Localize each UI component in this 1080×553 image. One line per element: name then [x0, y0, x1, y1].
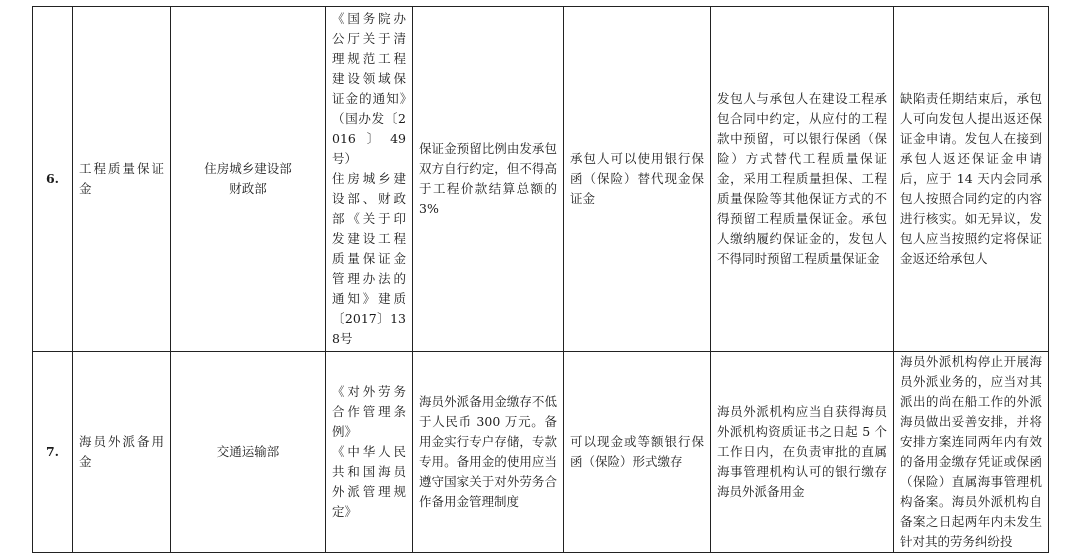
payment-timing: 海员外派机构应当自获得海员外派机构资质证书之日起 5 个工作日内，在负责审批的直属海事管理机构认可的银行缴存海员外派备用金	[711, 352, 894, 553]
collection-standard: 保证金预留比例由发承包双方自行约定，但不得高于工程价款结算总额的 3%	[413, 7, 564, 352]
collection-standard: 海员外派备用金缴存不低于人民币 300 万元。备用金实行专户存储，专款专用。备用金的使用应当遵守国家关于对外劳务合作备用金管理制度	[413, 352, 564, 553]
payment-timing: 发包人与承包人在建设工程承包合同中约定，从应付的工程款中预留，可以银行保函（保险）方式替代工程质量保证金，采用工程质量担保、工程质量保险等其他保证方式的不得预留工程质量保证金。承包人缴纳履约保证金的，发包人不得同时预留工程质量保证金	[711, 7, 894, 352]
refund-rule: 海员外派机构停止开展海员外派业务的，应当对其派出的尚在船工作的外派海员做出妥善安排，并将安排方案连同两年内有效的备用金缴存凭证或保函（保险）直属海事管理机构备案。海员外派机构自备案之日起两年内未发生针对其的劳务纠纷投	[894, 352, 1049, 553]
deposit-table	[32, 6, 1049, 553]
payment-method: 承包人可以使用银行保函（保险）替代现金保证金	[564, 7, 711, 352]
row-number: 6.	[33, 7, 73, 352]
legal-basis: 《国务院办公厅关于清理规范工程建设领域保证金的通知》（国办发〔2016〕49号） 住房城乡建设部、财政部《关于印发建设工程质量保证金管理办法的通知》建质〔2017〕138号	[326, 7, 413, 352]
refund-rule: 缺陷责任期结束后，承包人可向发包人提出返还保证金申请。发包人在接到承包人返还保证金申请后，应于 14 天内会同承包人按照合同约定的内容进行核实。如无异议，发包人应当按照约定将保证金返还给承包人	[894, 7, 1049, 352]
department: 住房城乡建设部 财政部	[171, 7, 326, 352]
legal-basis: 《对外劳务合作管理条例》 《中华人民共和国海员外派管理规定》	[326, 352, 413, 553]
payment-method: 可以现金或等额银行保函（保险）形式缴存	[564, 352, 711, 553]
table-row	[33, 7, 1049, 352]
table-row	[33, 352, 1049, 553]
deposit-name: 海员外派备用金	[73, 352, 171, 553]
deposit-name: 工程质量保证金	[73, 7, 171, 352]
row-number: 7.	[33, 352, 73, 553]
department: 交通运输部	[171, 352, 326, 553]
